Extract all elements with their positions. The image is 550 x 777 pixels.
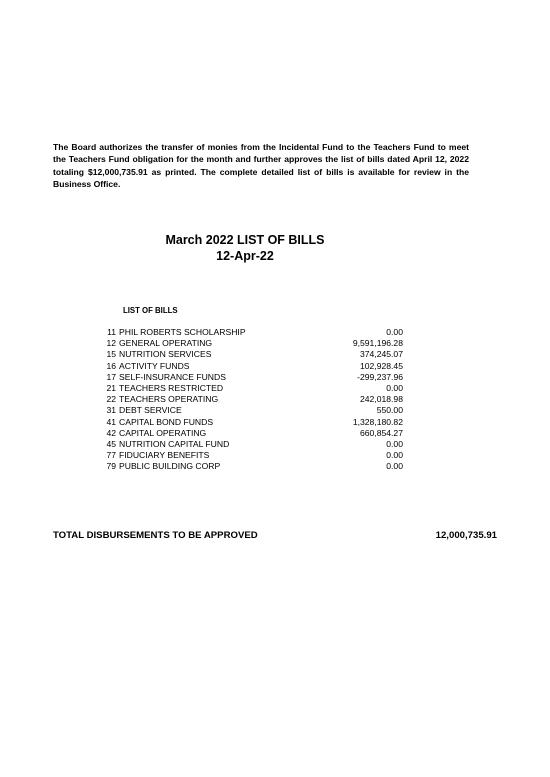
fund-code: 79 [106,461,116,472]
fund-amount: 0.00 [386,382,403,393]
fund-name: CAPITAL BOND FUNDS [119,416,214,427]
total-amount: 12,000,735.91 [435,530,497,541]
fund-code: 17 [106,371,116,382]
fund-name: FIDUCIARY BENEFITS [119,450,210,461]
bill-row [103,349,403,360]
fund-name: SELF-INSURANCE FUNDS [119,371,226,382]
fund-amount: -299,237.96 [357,371,403,382]
total-disbursements [53,530,497,541]
fund-code: 77 [106,450,116,461]
fund-amount: 242,018.98 [359,394,403,405]
bill-row [103,361,403,372]
fund-name: TEACHERS OPERATING [119,394,219,405]
list-heading: LIST OF BILLS [123,306,178,315]
bill-row [103,405,403,416]
fund-amount: 374,245.07 [359,349,403,360]
fund-code: 12 [106,338,116,349]
fund-amount: 660,854.27 [359,427,403,438]
fund-name: PUBLIC BUILDING CORP [119,461,221,472]
fund-name: DEBT SERVICE [119,405,182,416]
fund-name: ACTIVITY FUNDS [119,360,190,371]
authorization-paragraph: The Board authorizes the transfer of monies from the Incidental Fund to the Teachers Fund to meet the Teachers Fund obligation for the month and further approves the list of bills dated April 12, 2022 totaling $12,000,735.91 as printed. The complete detailed list of bills is available for review in the Business Office. [53,142,469,189]
fund-code: 42 [106,427,116,438]
bill-row [103,417,403,428]
bill-row [103,428,403,439]
fund-code: 31 [106,405,116,416]
fund-code: 11 [107,327,116,337]
fund-code: 16 [106,360,116,371]
fund-amount: 9,591,196.28 [352,338,403,349]
bill-row [103,327,403,338]
fund-name: GENERAL OPERATING [119,338,213,349]
bill-row [103,439,403,450]
bill-row [103,461,403,472]
fund-code: 21 [106,382,116,393]
fund-name: NUTRITION SERVICES [119,349,212,360]
bills-list [103,327,403,472]
fund-name: NUTRITION CAPITAL FUND [119,438,230,449]
fund-amount: 0.00 [386,461,403,472]
total-label: TOTAL DISBURSEMENTS TO BE APPROVED [53,530,258,541]
bill-row [103,383,403,394]
fund-code: 22 [106,394,116,405]
fund-name: TEACHERS RESTRICTED [119,382,224,393]
page-title: March 2022 LIST OF BILLS [165,233,325,247]
bill-row [103,372,403,383]
page-date: 12-Apr-22 [216,249,274,263]
fund-amount: 1,328,180.82 [352,416,403,427]
bill-row [103,450,403,461]
fund-code: 45 [106,438,116,449]
fund-code: 15 [106,349,116,360]
fund-amount: 0.00 [386,327,403,337]
fund-amount: 550.00 [376,405,403,416]
fund-name: CAPITAL OPERATING [119,427,207,438]
fund-code: 41 [106,416,116,427]
fund-amount: 102,928.45 [359,360,403,371]
bill-row [103,338,403,349]
fund-amount: 0.00 [386,450,403,461]
fund-name: PHIL ROBERTS SCHOLARSHIP [119,327,246,337]
fund-amount: 0.00 [386,438,403,449]
bill-row [103,394,403,405]
